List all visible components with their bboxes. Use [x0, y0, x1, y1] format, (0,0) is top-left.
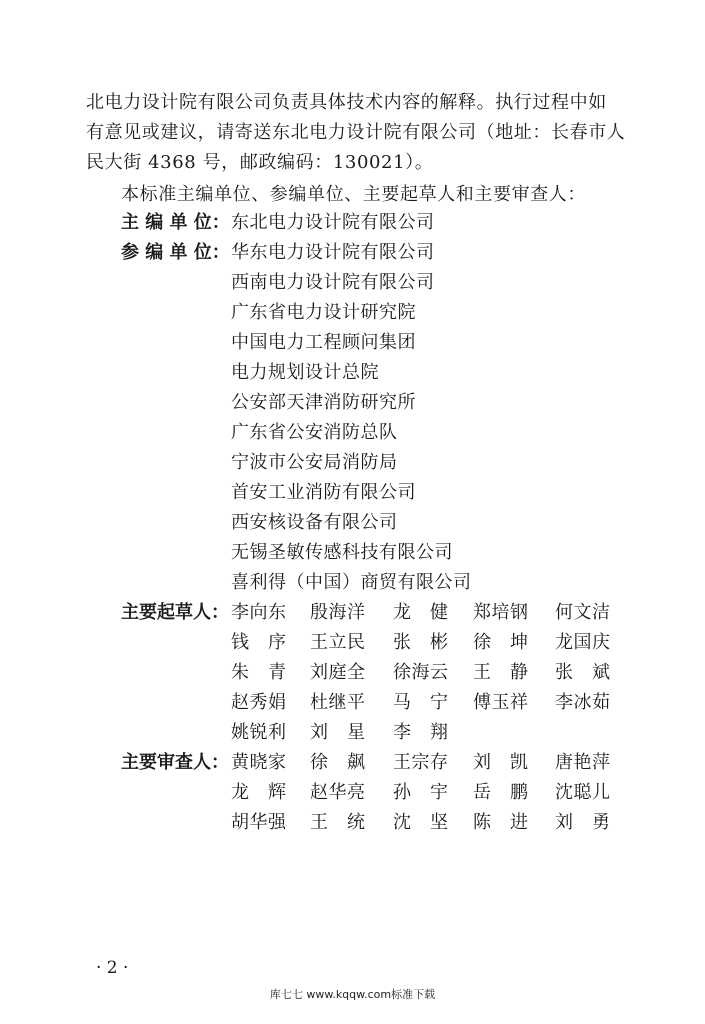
- drafter-name: 龙国庆: [555, 632, 611, 653]
- reviewer-name: 沈 坚: [393, 812, 449, 833]
- participating-unit: 电力规划设计总院: [231, 362, 379, 383]
- drafter-name: 朱 青: [231, 662, 287, 683]
- drafter-name: 张 彬: [393, 632, 449, 653]
- reviewer-name: 沈聪儿: [555, 782, 611, 803]
- participating-unit: 广东省电力设计研究院: [231, 302, 416, 323]
- reviewer-name: 龙 辉: [231, 782, 287, 803]
- reviewer-name: 徐 飙: [310, 752, 366, 773]
- drafter-name: 徐 坤: [473, 632, 529, 653]
- participating-unit: 无锡圣敏传感科技有限公司: [231, 542, 453, 563]
- drafter-name: 杜继平: [310, 692, 366, 713]
- reviewer-name: 孙 宇: [393, 782, 449, 803]
- participating-unit: 喜利得（中国）商贸有限公司: [231, 572, 472, 593]
- page-number: · 2 ·: [96, 958, 129, 978]
- drafters-label: 主要起草人：: [121, 602, 229, 623]
- drafter-name: 李 翔: [393, 722, 449, 743]
- reviewer-name: 王宗存: [393, 752, 449, 773]
- drafter-name: 刘 星: [310, 722, 366, 743]
- drafter-name: 姚锐利: [231, 722, 287, 743]
- participating-unit: 宁波市公安局消防局: [231, 452, 398, 473]
- participating-unit: 公安部天津消防研究所: [231, 392, 416, 413]
- participating-unit: 西安核设备有限公司: [231, 512, 398, 533]
- chief-unit-label: 主 编 单 位：: [121, 212, 230, 233]
- participating-unit: 中国电力工程顾问集团: [231, 332, 416, 353]
- drafter-name: 李向东: [231, 602, 287, 623]
- drafter-name: 赵秀娟: [231, 692, 287, 713]
- reviewer-name: 刘 凯: [473, 752, 529, 773]
- reviewer-name: 刘 勇: [555, 812, 611, 833]
- participating-units-label: 参 编 单 位：: [121, 242, 230, 263]
- reviewer-name: 王 统: [310, 812, 366, 833]
- drafter-name: 钱 序: [231, 632, 287, 653]
- drafter-name: 郑培钢: [473, 602, 529, 623]
- drafter-name: 龙 健: [393, 602, 449, 623]
- participating-unit: 广东省公安消防总队: [231, 422, 398, 443]
- reviewer-name: 胡华强: [231, 812, 287, 833]
- participating-unit: 首安工业消防有限公司: [231, 482, 416, 503]
- participating-unit: 西南电力设计院有限公司: [231, 272, 435, 293]
- drafter-name: 刘庭全: [310, 662, 366, 683]
- drafter-name: 傅玉祥: [473, 692, 529, 713]
- intro-line-1: 北电力设计院有限公司负责具体技术内容的解释。执行过程中如: [86, 92, 607, 113]
- drafter-name: 李冰茹: [555, 692, 611, 713]
- drafter-name: 殷海洋: [310, 602, 366, 623]
- drafter-name: 王 静: [473, 662, 529, 683]
- reviewer-name: 唐艳萍: [555, 752, 611, 773]
- footer-watermark: 库七七 www.kqqw.com标准下载: [269, 988, 436, 1001]
- intro-line-2: 有意见或建议，请寄送东北电力设计院有限公司（地址：长春市人: [86, 122, 626, 143]
- drafter-name: 徐海云: [393, 662, 449, 683]
- intro-line-4: 本标准主编单位、参编单位、主要起草人和主要审查人：: [121, 184, 586, 205]
- reviewers-label: 主要审查人：: [121, 752, 229, 773]
- reviewer-name: 岳 鹏: [473, 782, 529, 803]
- participating-unit: 华东电力设计院有限公司: [231, 242, 435, 263]
- drafter-name: 张 斌: [555, 662, 611, 683]
- chief-unit-value: 东北电力设计院有限公司: [231, 212, 435, 233]
- reviewer-name: 赵华亮: [310, 782, 366, 803]
- reviewer-name: 黄晓家: [231, 752, 287, 773]
- drafter-name: 何文洁: [555, 602, 611, 623]
- drafter-name: 王立民: [310, 632, 366, 653]
- drafter-name: 马 宁: [393, 692, 449, 713]
- reviewer-name: 陈 进: [473, 812, 529, 833]
- intro-line-3: 民大街 4368 号，邮政编码：130021）。: [86, 152, 434, 173]
